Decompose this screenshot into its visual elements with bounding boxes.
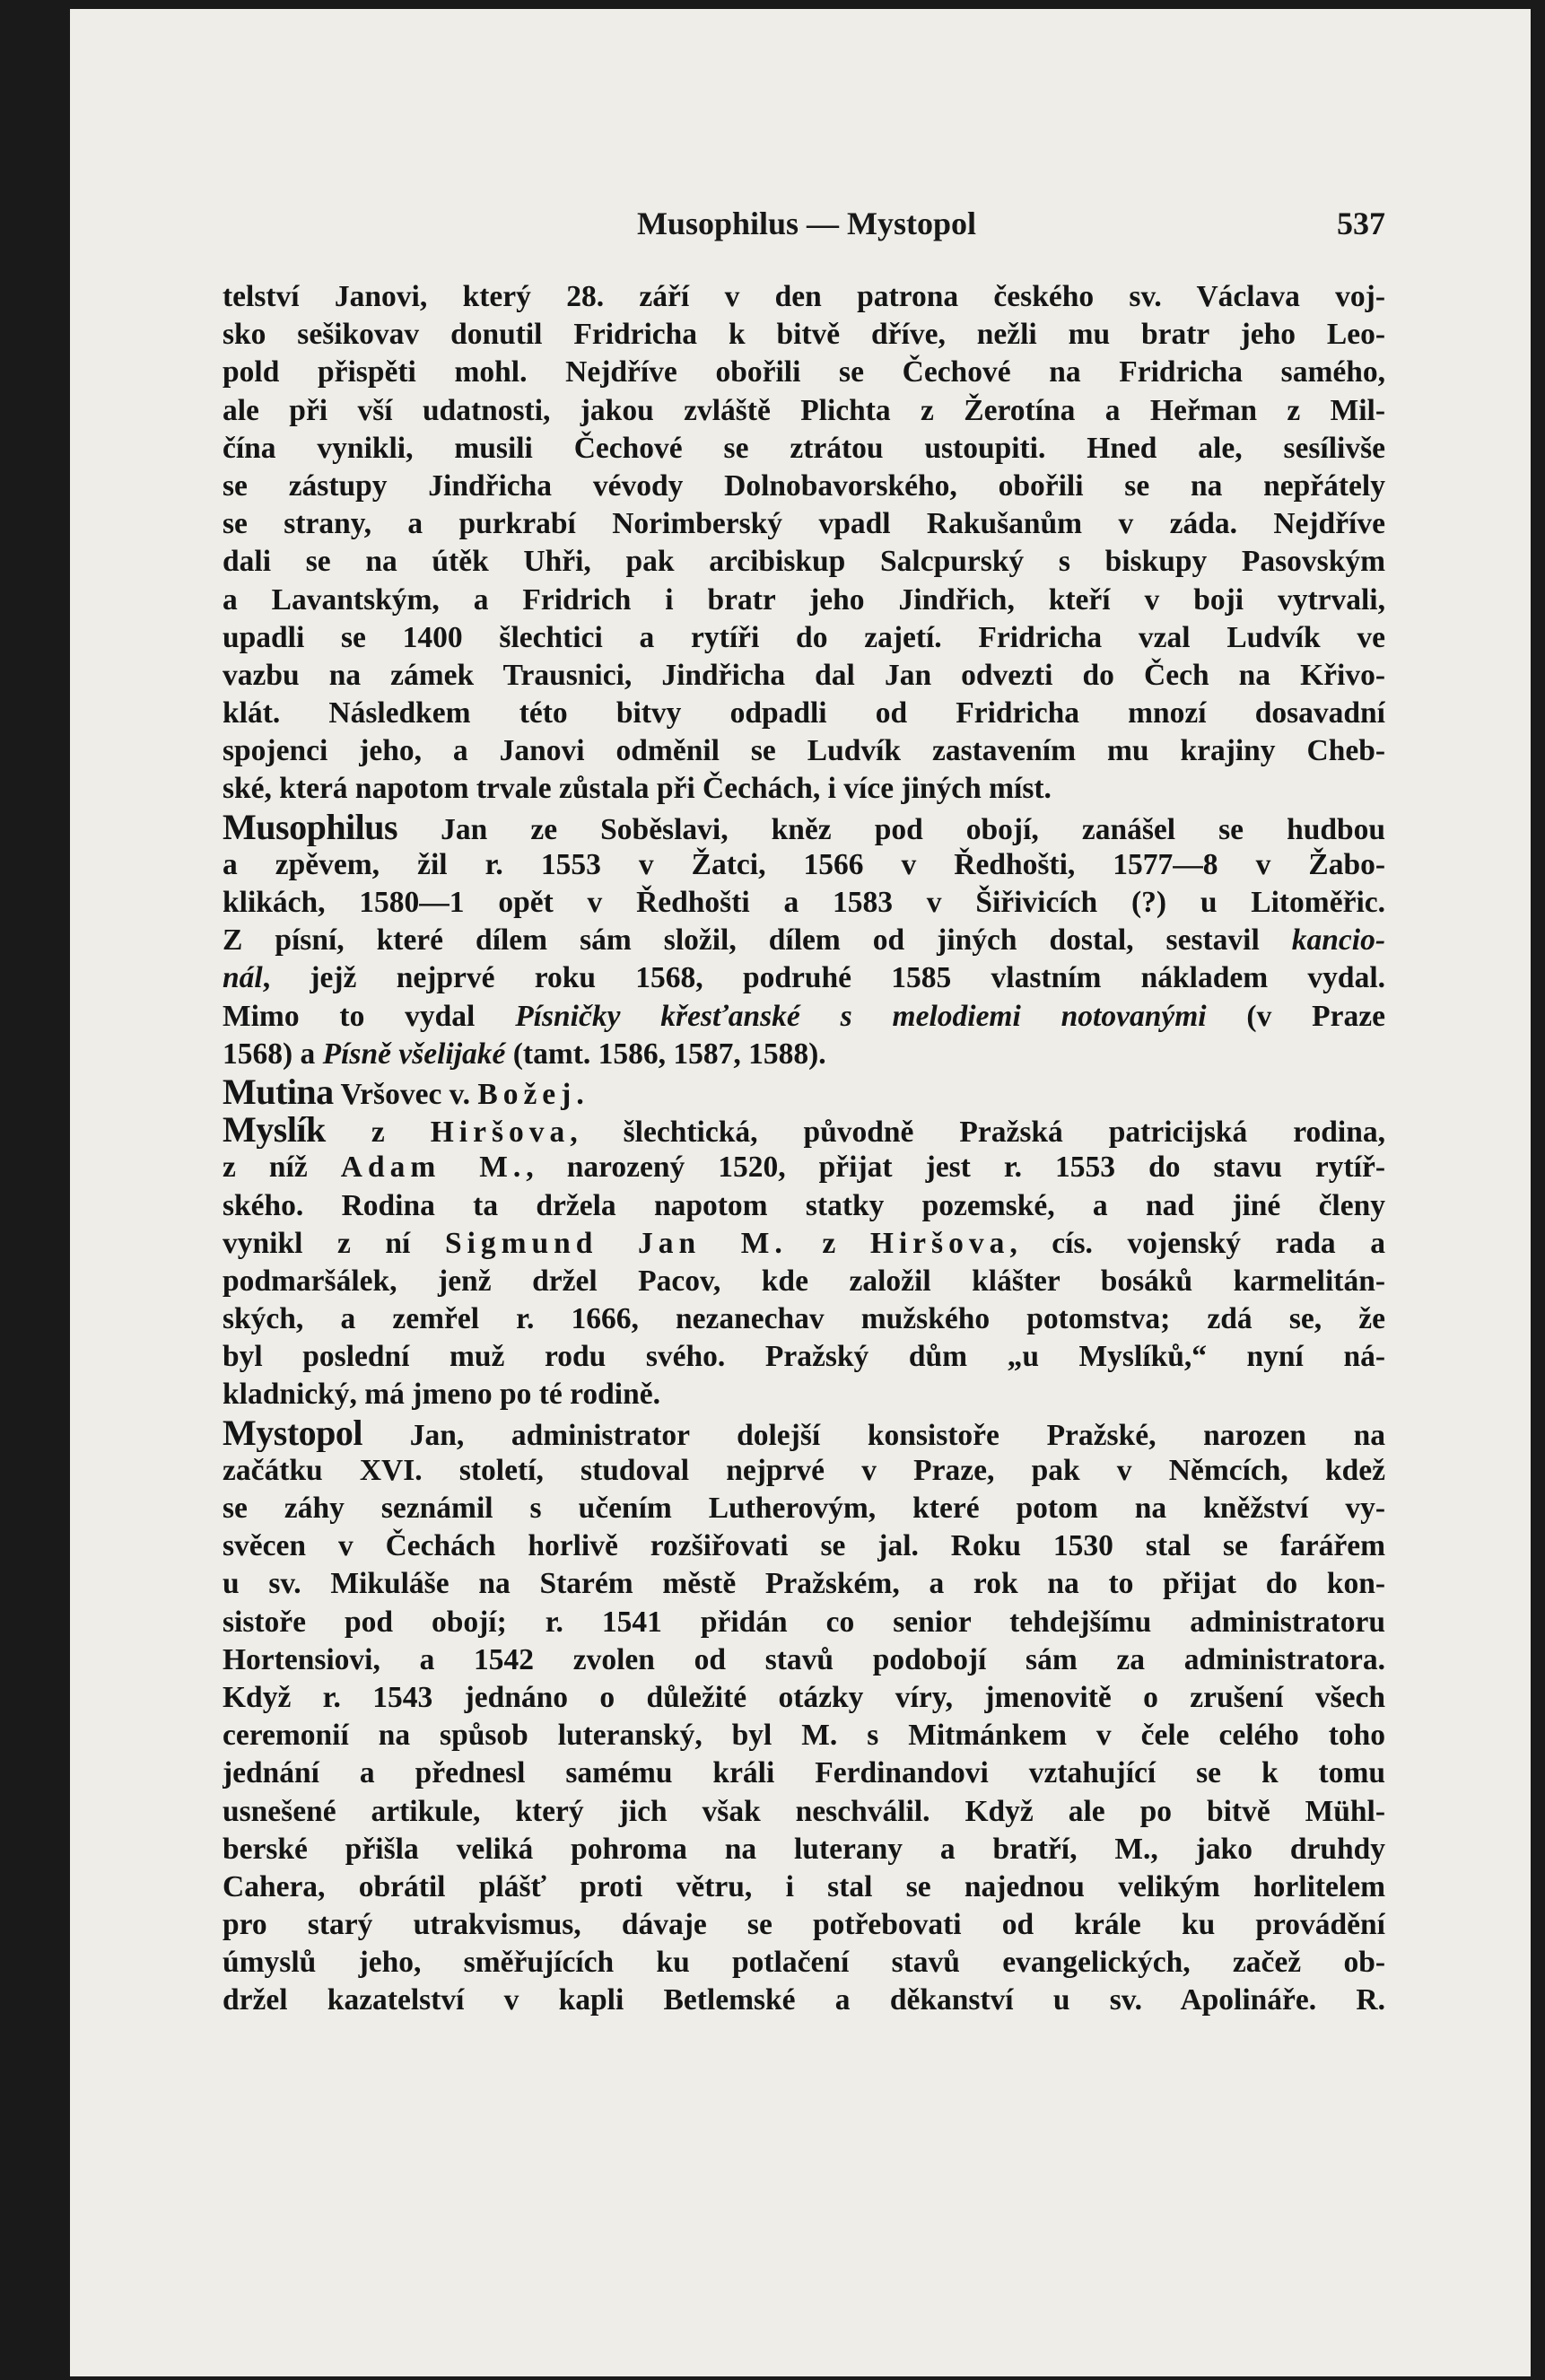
entry-headword: Mutina: [223, 1072, 334, 1112]
text-line: vynikl z ní Sigmund Jan M. z Hiršova, cís. vojenský rada a: [223, 1226, 1385, 1260]
text-line: dali se na útěk Uhři, pak arcibiskup Salcpurský s biskupy Pasovským: [223, 545, 1385, 579]
entry-headword: Myslík: [223, 1111, 326, 1150]
text-line: ského. Rodina ta držela napotom statky pozemské, a nad jiné členy: [223, 1188, 1385, 1222]
text-line: ale při vší udatnosti, jakou zvláště Plichta z Žerotína a Heřman z Mil-: [223, 393, 1385, 427]
text-line: se strany, a purkrabí Norimberský vpadl Rakušanům v záda. Nejdříve: [223, 507, 1385, 541]
text-line: klát. Následkem této bitvy odpadli od Fridricha mnozí dosavadní: [223, 696, 1385, 731]
text-line: u sv. Mikuláše na Starém městě Pražském, a rok na to přijat do kon-: [223, 1567, 1385, 1601]
text-line: telství Janovi, který 28. září v den patrona českého sv. Václava voj-: [223, 280, 1385, 313]
text-line: podmaršálek, jenž držel Pacov, kde založil klášter bosáků karmelitán-: [223, 1264, 1385, 1298]
text-line: klikách, 1580—1 opět v Ředhošti a 1583 v Šiřivicích (?) u Litoměřic.: [223, 886, 1385, 919]
text-line: spojenci jeho, a Janovi odměnil se Ludvík zastavením mu krajiny Cheb-: [223, 734, 1385, 768]
running-head: Musophilus — Mystopol: [636, 206, 977, 241]
text-line: držel kazatelství v kapli Betlemské a děkanství u sv. Apolináře. R.: [223, 1983, 1385, 2017]
text-line: pro starý utrakvismus, dávaje se potřebovati od krále ku provádění: [223, 1908, 1385, 1942]
text-line: Mutina Vršovec v. Božej.: [223, 1072, 584, 1112]
entry-myslik: [223, 1111, 1385, 1414]
text-line: ské, která napotom trvale zůstala při Čechách, i více jiných míst.: [223, 772, 1052, 806]
entry-musophilus: [223, 809, 1385, 1073]
text-line: úmyslů jeho, směřujících ku potlačení stavů evangelických, začež ob-: [223, 1946, 1385, 1980]
page-header: [228, 205, 1385, 241]
text-line: svěcen v Čechách horlivě rozšiřovati se jal. Roku 1530 stal se farářem: [223, 1529, 1385, 1563]
text-line: usnešené artikule, který jich však neschválil. Když ale po bitvě Mühl-: [223, 1794, 1385, 1828]
text-line: Musophilus Jan ze Soběslavi, kněz pod obojí, zanášel se hudbou: [223, 808, 1385, 846]
text-line: kladnický, má jmeno po té rodině.: [223, 1378, 660, 1412]
text-line: Když r. 1543 jednáno o důležité otázky víry, jmenovitě o zrušení všech: [223, 1680, 1385, 1714]
text-line: a zpěvem, žil r. 1553 v Žatci, 1566 v Ředhošti, 1577—8 v Žabo-: [223, 847, 1385, 881]
text-line: ceremonií na spůsob luteranský, byl M. s Mitmánkem v čele celého toho: [223, 1719, 1385, 1753]
text-line: Z písní, které dílem sám složil, dílem od jiných dostal, sestavil kancio-: [223, 923, 1385, 958]
page-number: 537: [1337, 206, 1385, 241]
text-line: 1568) a Písně všelijaké (tamt. 1586, 1587, 1588).: [223, 1037, 826, 1071]
text-line: upadli se 1400 šlechtici a rytíři do zajetí. Fridricha vzal Ludvík ve: [223, 620, 1385, 654]
text-line: vazbu na zámek Trausnici, Jindřicha dal Jan odvezti do Čech na Křivo-: [223, 658, 1385, 692]
text-line: Mystopol Jan, administrator dolejší konsistoře Pražské, narozen na: [223, 1413, 1385, 1452]
text-line: jednání a přednesl samému králi Ferdinandovi vztahující se k tomu: [223, 1756, 1385, 1790]
text-line: Myslík z Hiršova, šlechtická, původně Pražská patricijská rodina,: [223, 1111, 1385, 1150]
continued-paragraph: [223, 278, 1385, 809]
entry-mutina: [223, 1073, 1385, 1111]
text-line: sko sešikovav donutil Fridricha k bitvě dříve, nežli mu bratr jeho Leo-: [223, 318, 1385, 352]
text-line: byl poslední muž rodu svého. Pražský dům „u Myslíků,“ nyní ná-: [223, 1340, 1385, 1374]
entry-headword: Musophilus: [223, 808, 398, 846]
entry-headword: Mystopol: [223, 1413, 362, 1452]
entry-mystopol: [223, 1414, 1385, 2020]
text-line: nál, jejž nejprvé roku 1568, podruhé 1585 vlastním nákladem vydal.: [223, 961, 1385, 995]
text-line: se záhy seznámil s učením Lutherovým, které potom na kněžství vy-: [223, 1492, 1385, 1525]
text-line: pold přispěti mohl. Nejdříve obořili se Čechové na Fridricha samého,: [223, 355, 1385, 389]
text-line: z níž Adam M., narozený 1520, přijat jest r. 1553 do stavu rytíř-: [223, 1151, 1385, 1185]
text-line: ských, a zemřel r. 1666, nezanechav mužského potomstva; zdá se, že: [223, 1302, 1385, 1336]
text-line: začátku XVI. století, studoval nejprvé v Praze, pak v Němcích, kdež: [223, 1453, 1385, 1487]
text-line: Hortensiovi, a 1542 zvolen od stavů podobojí sám za administratora.: [223, 1642, 1385, 1676]
page: [70, 9, 1531, 2376]
text-line: a Lavantským, a Fridrich i bratr jeho Jindřich, kteří v boji vytrvali,: [223, 582, 1385, 617]
text-line: Mimo to vydal Písničky křesťanské s melodiemi notovanými (v Praze: [223, 999, 1385, 1033]
text-line: sistoře pod obojí; r. 1541 přidán co senior tehdejšímu administratoru: [223, 1605, 1385, 1639]
body-text: [223, 278, 1385, 2020]
text-line: Cahera, obrátil plášť proti větru, i stal se najednou velikým horlitelem: [223, 1869, 1385, 1903]
text-line: berské přišla veliká pohroma na luterany a bratří, M., jako druhdy: [223, 1832, 1385, 1866]
text-line: se zástupy Jindřicha vévody Dolnobavorského, obořili se na nepřátely: [223, 468, 1385, 503]
text-line: čína vynikli, musili Čechové se ztrátou ustoupiti. Hned ale, sesílivše: [223, 431, 1385, 465]
